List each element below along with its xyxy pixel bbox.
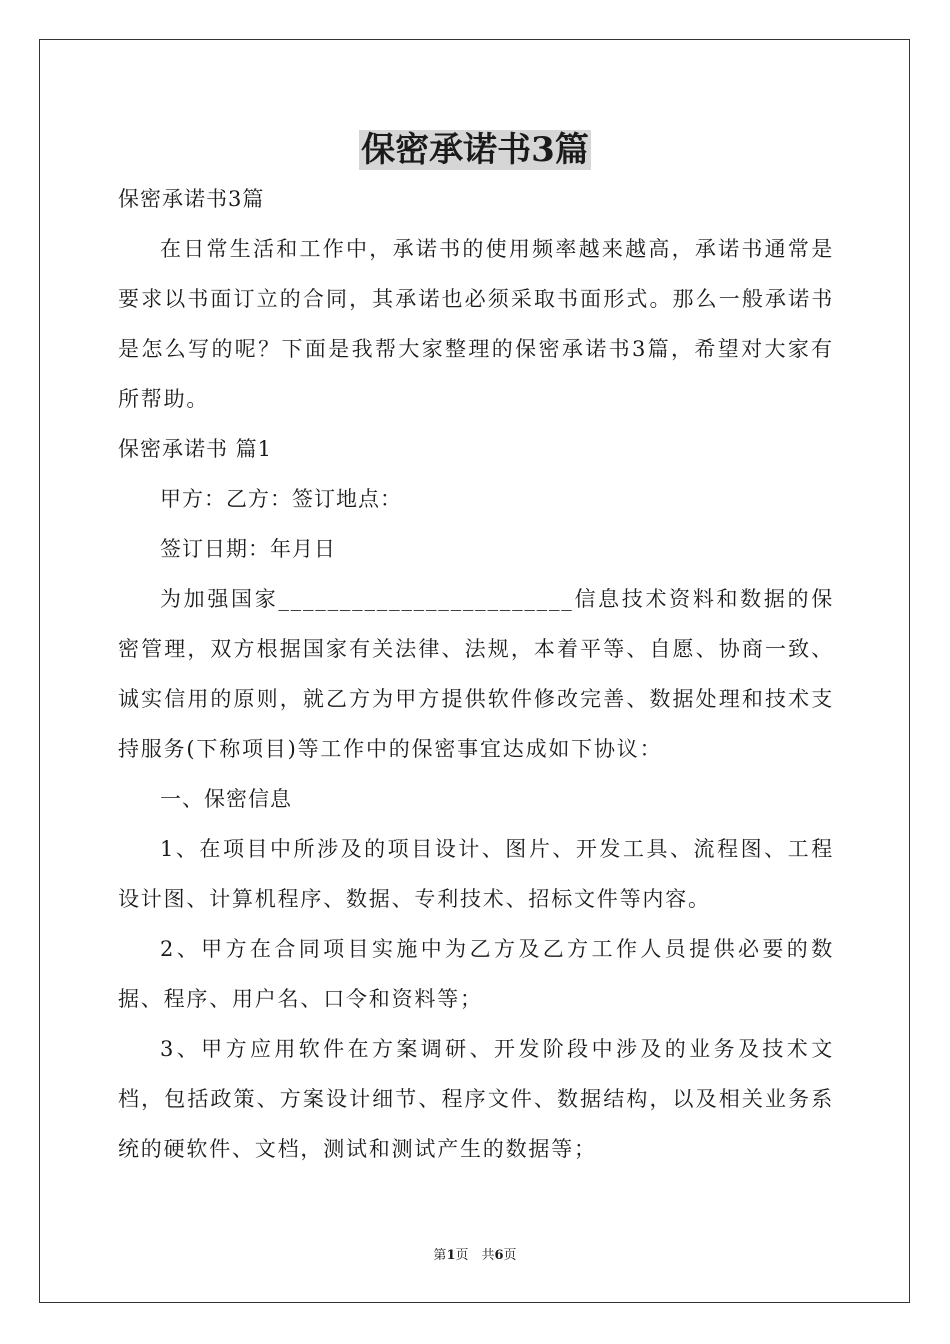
date-line: 签订日期：年月日 (160, 537, 336, 561)
document-body (118, 174, 834, 1174)
page-footer (0, 1246, 950, 1266)
page-current: 1 (446, 1248, 456, 1263)
page-total: 6 (494, 1248, 504, 1263)
clause-item-2: 2、甲方在合同项目实施中为乙方及乙方工作人员提供必要的数据、程序、用户名、口令和资料等； (118, 937, 834, 1011)
page-suffix: 页 (503, 1248, 517, 1263)
purpose-paragraph: 为加强国家________________________信息技术资料和数据的保密管理，双方根据国家有关法律、法规，本着平等、自愿、协商一致、诚实信用的原则，就乙方为甲方提供软件修改完善、数据处理和技术支持服务(下称项目)等工作中的保密事宜达成如下协议： (118, 587, 834, 761)
page-mid: 页 共 (455, 1248, 495, 1263)
document-title: 保密承诺书3篇 (361, 130, 589, 170)
page-prefix: 第 (433, 1248, 447, 1263)
parties-line: 甲方：乙方：签订地点： (160, 487, 402, 511)
section-heading: 保密承诺书 篇1 (118, 437, 273, 461)
clause-item-1: 1、在项目中所涉及的项目设计、图片、开发工具、流程图、工程设计图、计算机程序、数据、专利技术、招标文件等内容。 (118, 837, 834, 911)
document-subtitle: 保密承诺书3篇 (118, 187, 265, 211)
intro-paragraph: 在日常生活和工作中，承诺书的使用频率越来越高，承诺书通常是要求以书面订立的合同，其承诺也必须采取书面形式。那么一般承诺书是怎么写的呢？下面是我帮大家整理的保密承诺书3篇，希望对大家有所帮助。 (118, 237, 834, 411)
clause-heading: 一、保密信息 (160, 787, 292, 811)
clause-item-3: 3、甲方应用软件在方案调研、开发阶段中涉及的业务及技术文档，包括政策、方案设计细节、程序文件、数据结构，以及相关业务系统的硬软件、文档，测试和测试产生的数据等； (118, 1037, 834, 1161)
